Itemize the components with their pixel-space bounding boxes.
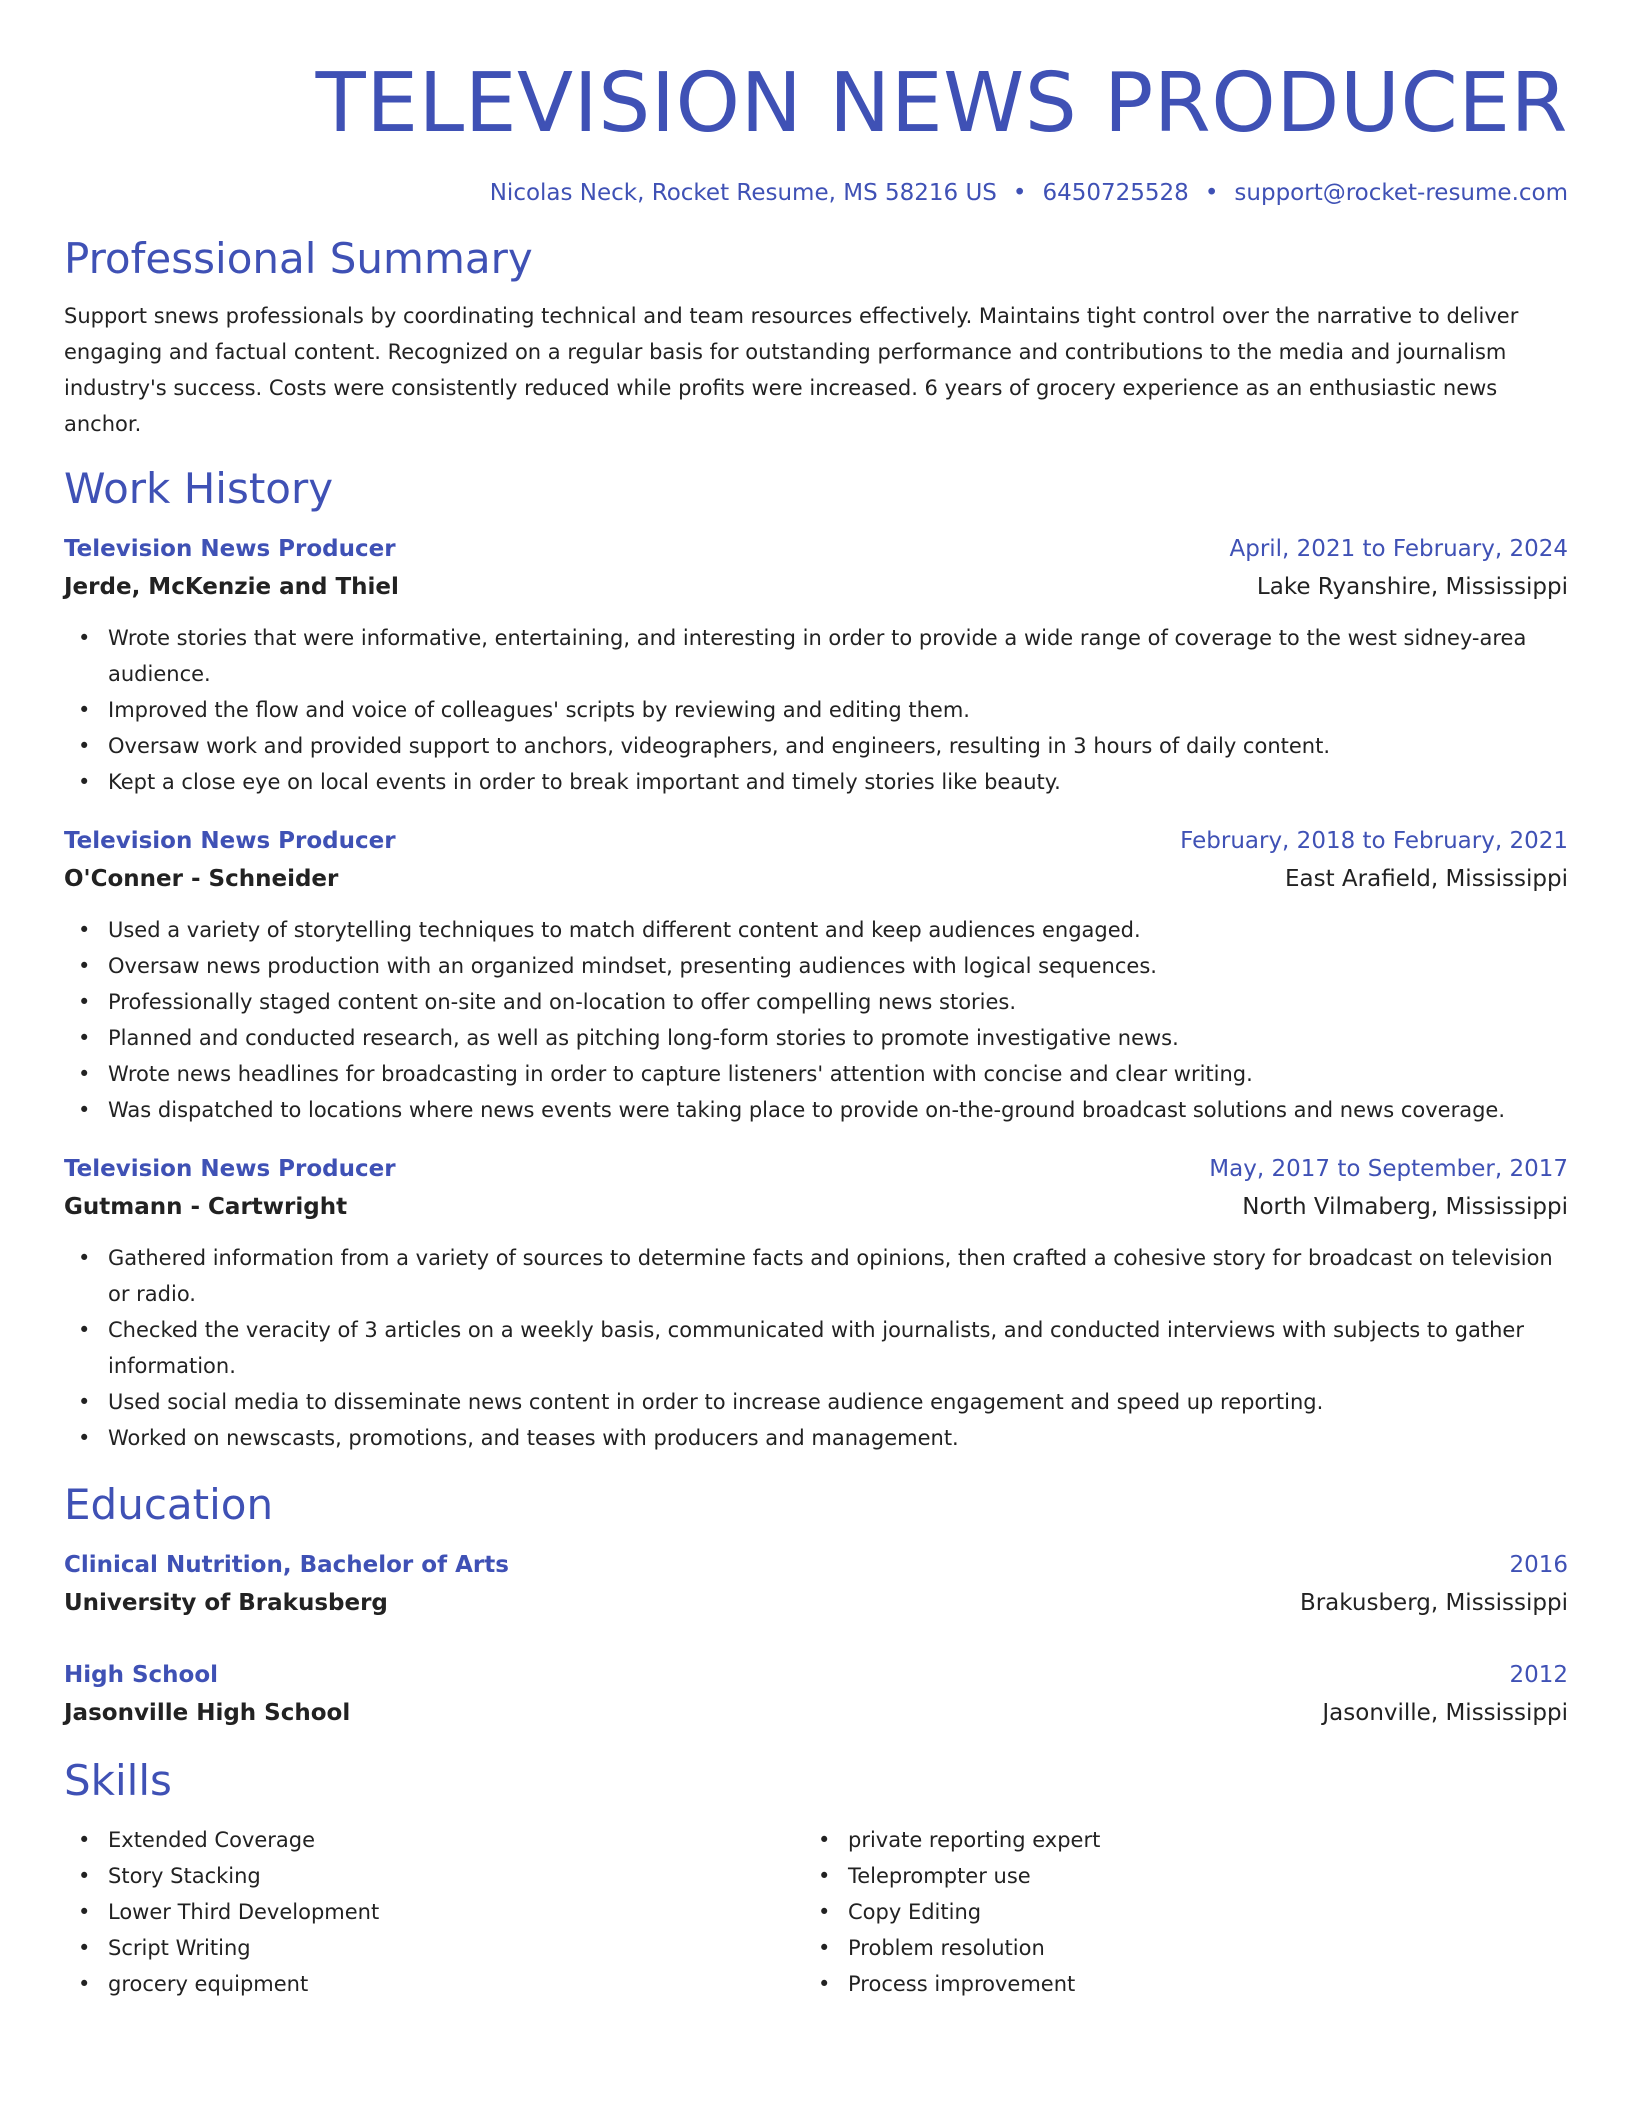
job-bullet-text: Used social media to disseminate news content in order to increase audience engagement and speed up reporting. — [108, 1390, 1324, 1414]
bullet-icon: • — [78, 698, 91, 722]
skill-item — [804, 1930, 1544, 1966]
summary-heading: Professional Summary — [64, 234, 533, 283]
bullet-icon: • — [818, 1828, 831, 1852]
job-bullet — [64, 620, 1568, 692]
job-bullet-text: Oversaw work and provided support to anchors, videographers, and engineers, resulting in 3 hours of daily content. — [108, 734, 1331, 758]
bullet-icon: • — [818, 1900, 831, 1924]
skill-item — [64, 1966, 804, 2002]
bullet-icon: • — [78, 1026, 91, 1050]
job-bullet — [64, 948, 1568, 984]
work-history-section — [64, 462, 1568, 1456]
job-bullet — [64, 1312, 1568, 1384]
job-entry — [64, 822, 1568, 1128]
education-heading: Education — [64, 1480, 274, 1529]
bullet-icon: • — [78, 1936, 91, 1960]
job-dates: February, 2018 to February, 2021 — [1180, 828, 1568, 854]
skill-text: Copy Editing — [848, 1900, 982, 1924]
job-company-row — [64, 1188, 1568, 1226]
bullet-icon: • — [78, 1318, 91, 1342]
job-bullet — [64, 984, 1568, 1020]
bullet-icon: • — [78, 1062, 91, 1086]
job-bullet-text: Wrote news headlines for broadcasting in order to capture listeners' attention with concise and clear writing. — [108, 1062, 1253, 1086]
skill-item — [64, 1822, 804, 1858]
job-header-row — [64, 530, 1568, 568]
summary-text: Support snews professionals by coordinating technical and team resources effectively. Maintains tight control over the narrative to deliver engaging and factual content. Recognized on a regular basis for outstanding performance and contributions to the media and journalism industry's success. Costs were consistently reduced while profits were increased. 6 years of grocery experience as an enthusiastic news anchor. — [64, 304, 1519, 436]
job-bullets — [64, 912, 1568, 1128]
job-bullet-text: Was dispatched to locations where news events were taking place to provide on-the-ground broadcast solutions and news coverage. — [108, 1098, 1506, 1122]
job-bullet-text: Improved the flow and voice of colleagues' scripts by reviewing and editing them. — [108, 698, 970, 722]
job-dates: May, 2017 to September, 2017 — [1209, 1156, 1568, 1182]
job-bullet-text: Oversaw news production with an organized mindset, presenting audiences with logical sequences. — [108, 954, 1157, 978]
skill-item — [804, 1966, 1544, 2002]
bullet-icon: • — [78, 1426, 91, 1450]
job-dates: April, 2021 to February, 2024 — [1229, 536, 1568, 562]
job-bullet-text: Kept a close eye on local events in order to break important and timely stories like beauty. — [108, 770, 1061, 794]
resume-title: TELEVISION NEWS PRODUCER — [315, 56, 1568, 151]
job-header-row — [64, 1150, 1568, 1188]
bullet-icon: • — [818, 1864, 831, 1888]
job-title: Television News Producer — [64, 828, 396, 854]
skill-text: Extended Coverage — [108, 1828, 316, 1852]
job-bullet-text: Planned and conducted research, as well as pitching long-form stories to promote investigative news. — [108, 1026, 1179, 1050]
job-title: Television News Producer — [64, 536, 396, 562]
education-year: 2016 — [1509, 1552, 1568, 1578]
bullet-icon: • — [78, 1900, 91, 1924]
job-company-row — [64, 568, 1568, 606]
skills-heading: Skills — [64, 1756, 172, 1805]
bullet-icon: • — [818, 1972, 831, 1996]
skill-item — [804, 1858, 1544, 1894]
job-title: Television News Producer — [64, 1156, 396, 1182]
skill-item — [64, 1930, 804, 1966]
education-entry — [64, 1546, 1568, 1622]
job-location: East Arafield, Mississippi — [1284, 866, 1568, 892]
job-company: Gutmann - Cartwright — [64, 1194, 348, 1220]
job-company: O'Conner - Schneider — [64, 866, 339, 892]
education-degree: Clinical Nutrition, Bachelor of Arts — [64, 1552, 509, 1578]
skill-text: private reporting expert — [848, 1828, 1101, 1852]
education-school-row — [64, 1694, 1568, 1732]
bullet-icon: • — [78, 918, 91, 942]
job-location: North Vilmaberg, Mississippi — [1242, 1194, 1568, 1220]
bullet-icon: • — [78, 1864, 91, 1888]
bullet-icon: • — [78, 1828, 91, 1852]
skills-list-left — [64, 1822, 804, 2002]
job-bullet — [64, 1092, 1568, 1128]
skill-text: Teleprompter use — [848, 1864, 1031, 1888]
job-bullet — [64, 692, 1568, 728]
job-bullet-text: Used a variety of storytelling techniques to match different content and keep audiences engaged. — [108, 918, 1141, 942]
skill-item — [64, 1894, 804, 1930]
education-header-row — [64, 1656, 1568, 1694]
job-bullet — [64, 1240, 1568, 1312]
bullet-icon: • — [78, 1390, 91, 1414]
skills-section — [64, 1754, 1568, 2002]
education-location: Jasonville, Mississippi — [1322, 1700, 1568, 1726]
skill-item — [804, 1894, 1544, 1930]
job-bullets — [64, 1240, 1568, 1456]
bullet-icon: • — [78, 1972, 91, 1996]
bullet-icon: • — [78, 770, 91, 794]
resume-page — [64, 0, 1568, 2002]
education-year: 2012 — [1509, 1662, 1568, 1688]
education-entry — [64, 1656, 1568, 1732]
skill-item — [804, 1822, 1544, 1858]
bullet-icon: • — [78, 626, 91, 650]
bullet-icon: • — [818, 1936, 831, 1960]
job-bullets — [64, 620, 1568, 800]
bullet-icon: • — [78, 1098, 91, 1122]
bullet-icon: • — [78, 954, 91, 978]
contact-email[interactable]: support@rocket-resume.com — [1234, 180, 1568, 206]
bullet-icon: • — [78, 1246, 91, 1270]
job-bullet-text: Gathered information from a variety of sources to determine facts and opinions, then crafted a cohesive story for broadcast on television or radio. — [108, 1246, 1553, 1306]
skill-text: Process improvement — [848, 1972, 1076, 1996]
job-bullet-text: Wrote stories that were informative, entertaining, and interesting in order to provide a wide range of coverage to the west sidney-area audience. — [108, 626, 1527, 686]
skill-text: Lower Third Development — [108, 1900, 380, 1924]
skill-text: Problem resolution — [848, 1936, 1045, 1960]
job-entry — [64, 1150, 1568, 1456]
education-header-row — [64, 1546, 1568, 1584]
contact-line — [64, 178, 1568, 208]
job-company: Jerde, McKenzie and Thiel — [64, 574, 399, 600]
education-school: University of Brakusberg — [64, 1590, 388, 1616]
job-bullet — [64, 912, 1568, 948]
job-bullet-text: Professionally staged content on-site and on-location to offer compelling news stories. — [108, 990, 1017, 1014]
job-bullet-text: Worked on newscasts, promotions, and teases with producers and management. — [108, 1426, 959, 1450]
skills-list-right — [804, 1822, 1544, 2002]
job-bullet — [64, 1420, 1568, 1456]
contact-separator: • — [1204, 180, 1219, 206]
skill-text: Story Stacking — [108, 1864, 261, 1888]
job-location: Lake Ryanshire, Mississippi — [1256, 574, 1568, 600]
education-degree: High School — [64, 1662, 219, 1688]
contact-separator: • — [1012, 180, 1027, 206]
skills-columns — [64, 1822, 1568, 2002]
job-bullet-text: Checked the veracity of 3 articles on a weekly basis, communicated with journalists, and conducted interviews with subjects to gather information. — [108, 1318, 1524, 1378]
education-section — [64, 1478, 1568, 1732]
education-location: Brakusberg, Mississippi — [1299, 1590, 1568, 1616]
skill-text: Script Writing — [108, 1936, 251, 1960]
job-bullet — [64, 728, 1568, 764]
bullet-icon: • — [78, 990, 91, 1014]
job-bullet — [64, 1056, 1568, 1092]
job-bullet — [64, 764, 1568, 800]
bullet-icon: • — [78, 734, 91, 758]
education-school-row — [64, 1584, 1568, 1622]
job-entry — [64, 530, 1568, 800]
contact-phone: 6450725528 — [1042, 180, 1189, 206]
job-header-row — [64, 822, 1568, 860]
skill-text: grocery equipment — [108, 1972, 309, 1996]
skill-item — [64, 1858, 804, 1894]
education-school: Jasonville High School — [64, 1700, 351, 1726]
job-company-row — [64, 860, 1568, 898]
contact-address: Nicolas Neck, Rocket Resume, MS 58216 US — [489, 180, 997, 206]
summary-section — [64, 232, 1568, 442]
job-bullet — [64, 1384, 1568, 1420]
job-bullet — [64, 1020, 1568, 1056]
work-history-heading: Work History — [64, 464, 334, 513]
